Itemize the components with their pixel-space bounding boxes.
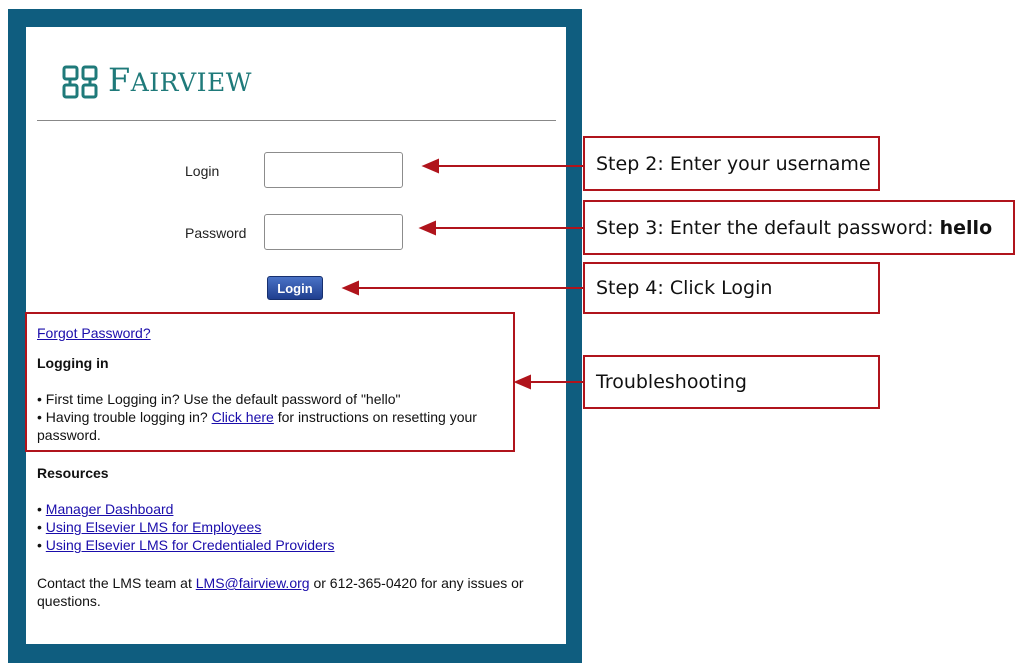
login-button[interactable]: Login <box>267 276 323 300</box>
lms-email-link[interactable]: LMS@fairview.org <box>195 575 310 591</box>
click-here-link[interactable]: Click here <box>211 409 274 425</box>
contact-prefix: Contact the LMS team at <box>37 575 196 591</box>
trouble-bullet-prefix: • Having trouble logging in? <box>37 409 212 425</box>
login-label: Login <box>185 163 220 179</box>
forgot-password-link[interactable]: Forgot Password? <box>37 325 151 341</box>
callout-step2-text: Step 2: Enter your username <box>596 152 871 175</box>
callout-troubleshooting-text: Troubleshooting <box>596 371 747 393</box>
default-password-value: hello <box>939 216 993 239</box>
bullet: • <box>37 519 46 535</box>
callout-step3-text: Step 3: Enter the default password: hello <box>596 216 993 239</box>
callout-step4-text: Step 4: Click Login <box>596 277 773 299</box>
arrow-step2-head <box>424 160 438 172</box>
lms-providers-link[interactable]: Using Elsevier LMS for Credentialed Providers <box>45 537 335 553</box>
logging-in-heading: Logging in <box>37 355 109 371</box>
bullet: • <box>37 501 46 517</box>
arrow-step4-head <box>344 282 358 294</box>
first-time-bullet: • First time Logging in? Use the default password of "hello" <box>37 391 401 407</box>
resources-heading: Resources <box>37 465 109 481</box>
trouble-bullet-suffix: for instructions on resetting your password. <box>37 409 477 443</box>
lms-employees-link[interactable]: Using Elsevier LMS for Employees <box>45 519 262 535</box>
arrow-step3-head <box>421 222 435 234</box>
contact-suffix: or 612-365-0420 for any issues or questions. <box>37 575 524 609</box>
fairview-logo-text: FAIRVIEW <box>108 61 252 99</box>
arrow-troubleshooting-head <box>516 376 530 388</box>
bullet: • <box>37 537 46 553</box>
manager-dashboard-link[interactable]: Manager Dashboard <box>45 501 174 517</box>
password-label: Password <box>185 225 247 241</box>
